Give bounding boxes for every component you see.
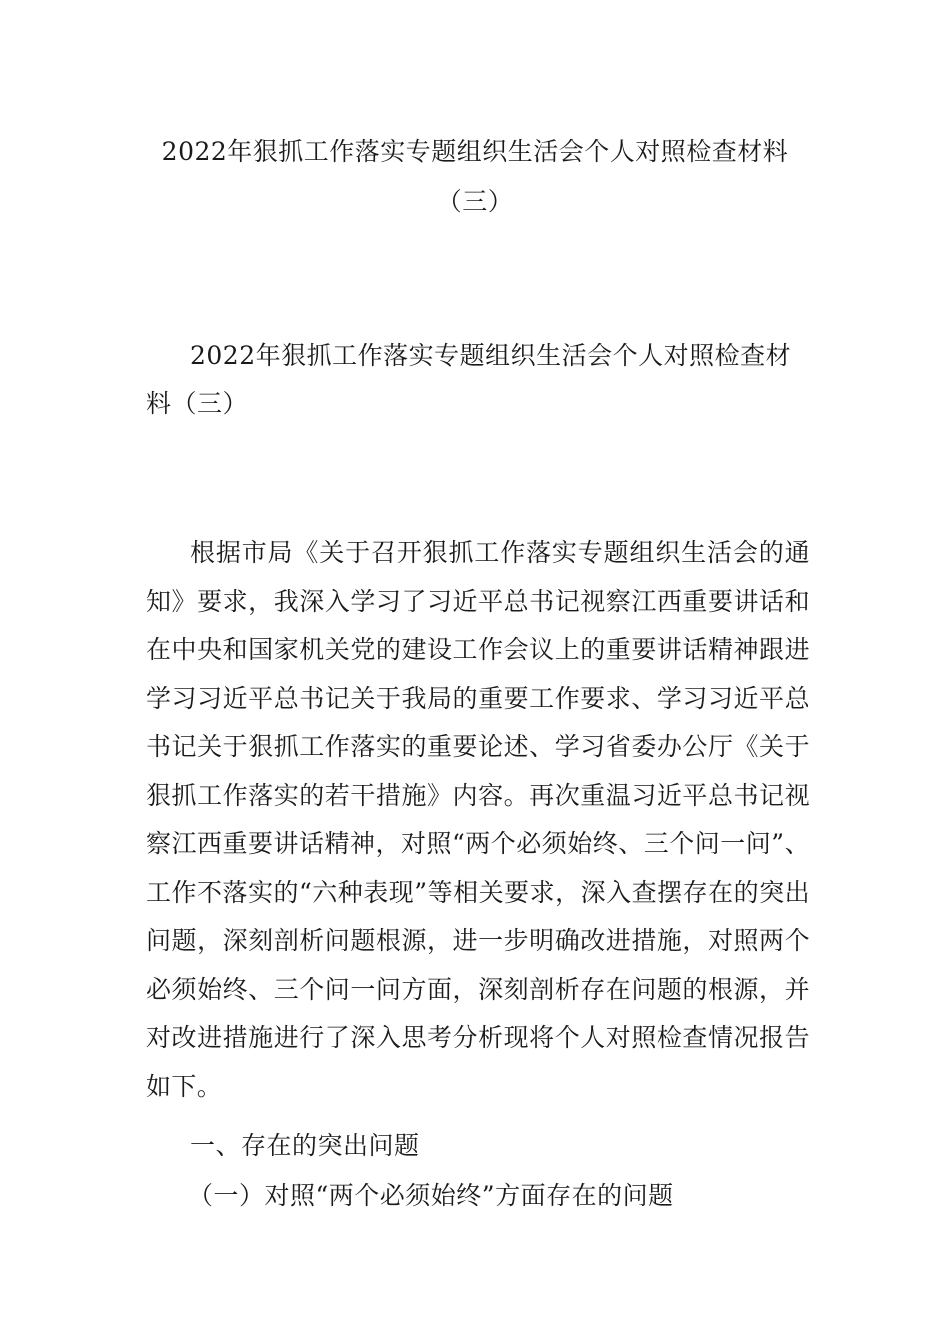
body-paragraph: 根据市局《关于召开狠抓工作落实专题组织生活会的通知》要求，我深入学习了习近平总书记视察江西重要讲话和在中央和国家机关党的建设工作会议上的重要讲话精神跟进学习习近平总书记关于我局的重要工作要求、学习习近平总书记关于狠抓工作落实的重要论述、学习省委办公厅《关于狠抓工作落实的若干措施》内容。再次重温习近平总书记视察江西重要讲话精神，对照“两个必须始终、三个问一问”、工作不落实的“六种表现”等相关要求，深入查摆存在的突出问题，深刻剖析问题根源，进一步明确改进措施，对照两个必须始终、三个问一问方面，深刻剖析存在问题的根源，并对改进措施进行了深入思考分析现将个人对照检查情况报告如下。 bbox=[146, 538, 810, 1101]
subsection-heading: （一）对照“两个必须始终”方面存在的问题 bbox=[188, 1181, 674, 1210]
document-title-line-1: 2022年狠抓工作落实专题组织生活会个人对照检查材料 bbox=[161, 137, 789, 166]
document-title-line-2: （三） bbox=[436, 187, 514, 216]
section-heading: 一、存在的突出问题 bbox=[190, 1131, 420, 1160]
document-subtitle: 2022年狠抓工作落实专题组织生活会个人对照检查材料（三） bbox=[146, 341, 792, 418]
